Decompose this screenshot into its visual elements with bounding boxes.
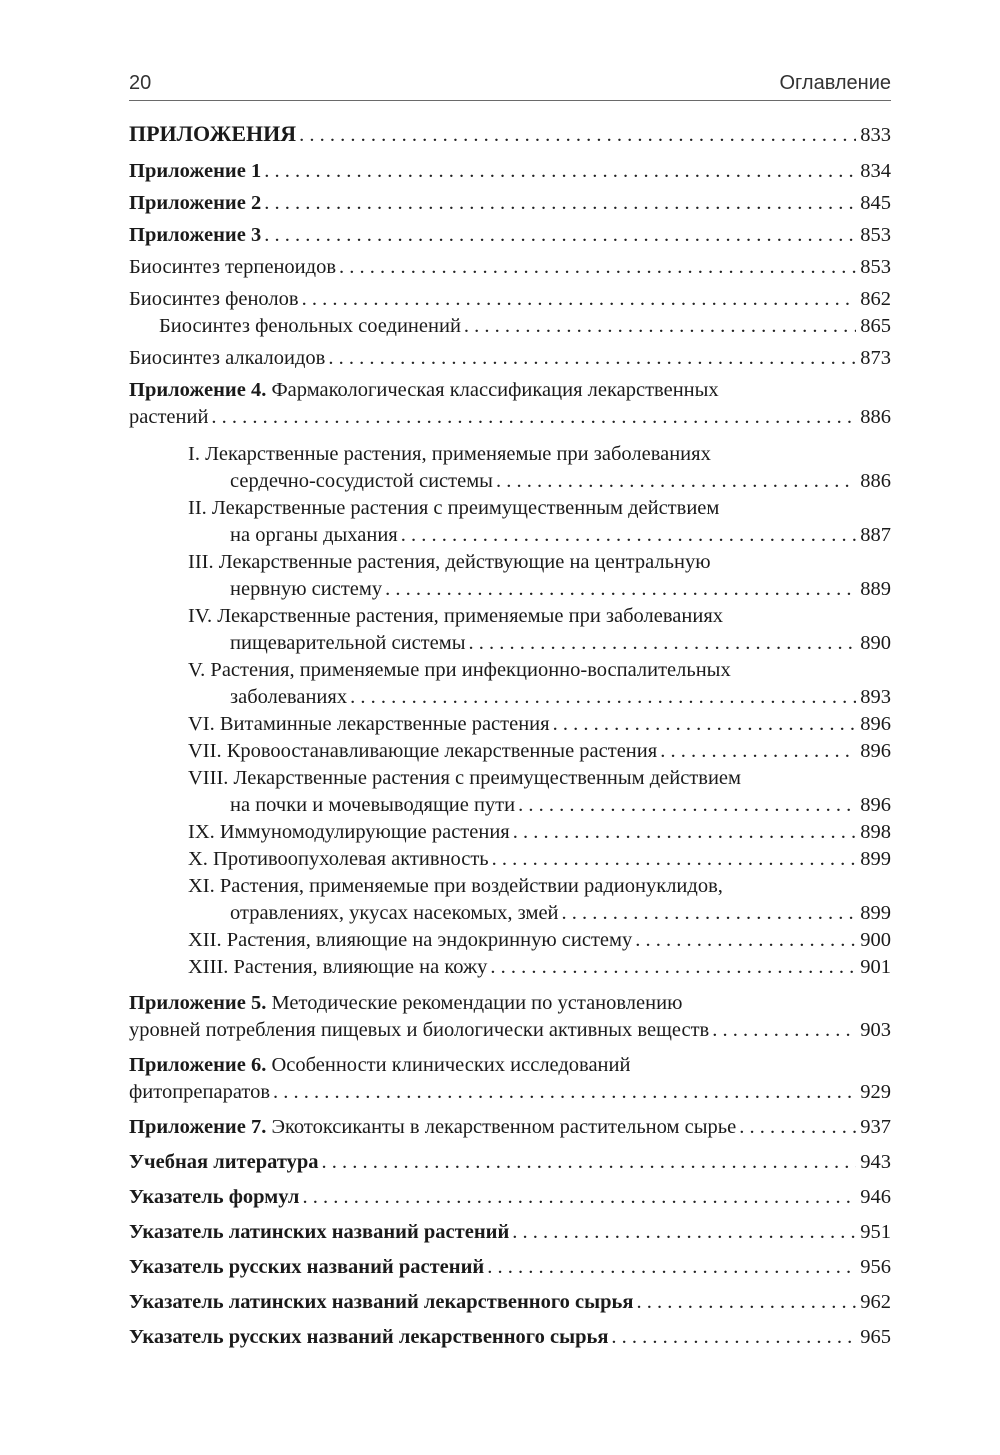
toc-subentry-first-line: VIII. Лекарственные растения с преимущественным действием [188,767,741,789]
toc-page-number: 903 [860,1019,891,1041]
toc-entry-label: ПРИЛОЖЕНИЯ [129,121,297,146]
toc-entry-app7[interactable] [129,1114,891,1141]
toc-entry-label: фитопрепаратов [129,1081,271,1103]
leader-dots [464,313,856,340]
leader-dots [328,345,856,372]
toc-entry-title: Фармакологическая классификация лекарственных [271,379,719,401]
toc-page-number: 886 [860,470,891,492]
toc-entry-latin-plants[interactable] [129,1219,891,1246]
leader-dots [635,927,856,954]
toc-entry-label: Биосинтез фенолов [129,288,299,310]
toc-entry-label: нервную систему [230,578,383,600]
toc-subentry[interactable] [129,711,891,738]
leader-dots [712,1017,856,1044]
toc-subentry-first-line: II. Лекарственные растения с преимущественным действием [188,497,720,519]
toc-page-number: 893 [860,686,891,708]
toc-page-number: 833 [860,124,891,146]
toc-entry-phenolic-compounds[interactable] [129,313,891,340]
leader-dots [385,576,856,603]
toc-entry-label: Указатель латинских названий лекарственного сырья [129,1291,634,1313]
toc-subentry-last-line [129,900,891,927]
leader-dots [322,1149,857,1176]
toc-entry-app3[interactable] [129,222,891,249]
leader-dots [518,792,856,819]
toc-entry-last-line [129,404,891,431]
toc-entry-app2[interactable] [129,190,891,217]
toc-entry-bold-prefix: Приложение 5. [129,992,267,1014]
toc-subentry[interactable] [129,441,891,495]
toc-entry-label: Указатель латинских названий растений [129,1221,510,1243]
toc-entry-label: уровней потребления пищевых и биологически активных веществ [129,1019,710,1041]
toc-page-number: 890 [860,632,891,654]
leader-dots [401,522,857,549]
toc-entry-latin-raw[interactable] [129,1289,891,1316]
toc-page-number: 937 [860,1116,891,1138]
leader-dots [492,846,857,873]
toc-page-number: 834 [860,160,891,182]
toc-subentry-last-line [129,522,891,549]
toc-page-number: 946 [860,1186,891,1208]
toc-entry-title: Особенности клинических исследований [271,1054,631,1076]
toc-subentry[interactable] [129,738,891,765]
toc-entry-alkaloids[interactable] [129,345,891,372]
toc-subentry[interactable] [129,549,891,603]
leader-dots [660,738,856,765]
toc-subentry-first-line: V. Растения, применяемые при инфекционно-воспалительных [188,659,731,681]
toc-subentry-last-line [129,684,891,711]
toc-entry-label: пищеварительной системы [230,632,466,654]
table-of-contents [129,120,891,1351]
toc-entry-last-line [129,1079,891,1106]
toc-page-number: 943 [860,1151,891,1173]
toc-entry-label: VII. Кровоостанавливающие лекарственные растения [188,740,658,762]
page-number: 20 [129,72,152,94]
toc-entry-app6[interactable] [129,1052,891,1106]
toc-entry-label: Указатель формул [129,1186,300,1208]
leader-dots [302,286,857,313]
toc-page-number: 865 [860,315,891,337]
toc-page-number: 886 [860,406,891,428]
toc-entry-label: Приложение 3 [129,224,262,246]
leader-dots [512,1219,856,1246]
toc-page-number: 899 [860,902,891,924]
toc-subentry[interactable] [129,927,891,954]
toc-entry-title: Методические рекомендации по установлению [271,992,683,1014]
toc-page-number: 965 [860,1326,891,1348]
toc-entry-label: Биосинтез алкалоидов [129,347,326,369]
leader-dots [264,222,856,249]
toc-entry-label: Указатель русских названий лекарственного сырья [129,1326,609,1348]
toc-entry-first-line [129,377,891,404]
leader-dots [611,1324,856,1351]
pharmacological-classification-list [129,441,891,981]
leader-dots [350,684,856,711]
leader-dots [496,468,856,495]
toc-subentry[interactable] [129,765,891,819]
toc-entry-app1[interactable] [129,158,891,185]
toc-page-number: 896 [860,794,891,816]
leader-dots [487,1254,856,1281]
toc-entry-label [129,1114,736,1141]
running-header [129,72,891,101]
toc-page-number: 896 [860,713,891,735]
toc-subentry[interactable] [129,657,891,711]
toc-entry-label: заболеваниях [230,686,348,708]
leader-dots [562,900,857,927]
toc-subentry-first-line: I. Лекарственные растения, применяемые при заболеваниях [188,443,711,465]
toc-entry-first-line [129,990,891,1017]
toc-page-number: 896 [860,740,891,762]
toc-page-number: 956 [860,1256,891,1278]
toc-entry-label: Биосинтез терпеноидов [129,256,337,278]
leader-dots [302,1184,856,1211]
toc-entry-label: Приложение 2 [129,192,262,214]
toc-page-number: 901 [860,956,891,978]
toc-page-number: 929 [860,1081,891,1103]
toc-page-number: 853 [860,224,891,246]
toc-entry-title: Экотоксиканты в лекарственном растительном сырье [271,1116,737,1138]
toc-entry-label: растений [129,406,209,428]
toc-subentry-first-line: IV. Лекарственные растения, применяемые при заболеваниях [188,605,723,627]
toc-entry-label: XIII. Растения, влияющие на кожу [188,956,488,978]
leader-dots [490,954,856,981]
toc-entry-appendices[interactable] [129,120,891,149]
toc-entry-bold-prefix: Приложение 7. [129,1116,267,1138]
toc-entry-label: Указатель русских названий растений [129,1256,485,1278]
toc-subentry[interactable] [129,846,891,873]
toc-entry-literature[interactable] [129,1149,891,1176]
toc-entry-label: XII. Растения, влияющие на эндокринную систему [188,929,633,951]
toc-page-number: 899 [860,848,891,870]
toc-subentry-last-line [129,576,891,603]
toc-entry-bold-prefix: Приложение 6. [129,1054,267,1076]
toc-entry-label: X. Противоопухолевая активность [188,848,489,870]
toc-entry-label: VI. Витаминные лекарственные растения [188,713,550,735]
toc-entry-label: сердечно-сосудистой системы [230,470,493,492]
leader-dots [468,630,856,657]
toc-entry-label: Приложение 1 [129,160,262,182]
toc-subentry[interactable] [129,819,891,846]
toc-subentry[interactable] [129,495,891,549]
toc-subentry[interactable] [129,954,891,981]
toc-subentry[interactable] [129,603,891,657]
toc-entry-last-line [129,1017,891,1044]
toc-subentry-last-line [129,792,891,819]
leader-dots [636,1289,856,1316]
toc-entry-label: отравлениях, укусах насекомых, змей [230,902,559,924]
toc-entry-label: Биосинтез фенольных соединений [159,315,461,337]
toc-entry-label: на органы дыхания [230,524,398,546]
leader-dots [299,122,856,149]
toc-subentry-first-line: XI. Растения, применяемые при воздействии радионуклидов, [188,875,723,897]
toc-entry-app5[interactable] [129,990,891,1044]
leader-dots [339,254,856,281]
toc-entry-formulas[interactable] [129,1184,891,1211]
toc-entry-phenols[interactable] [129,286,891,313]
toc-subentry-last-line [129,630,891,657]
toc-entry-app4[interactable] [129,377,891,431]
toc-page-number: 900 [860,929,891,951]
toc-page-number: 951 [860,1221,891,1243]
toc-subentry-first-line: III. Лекарственные растения, действующие на центральную [188,551,711,573]
toc-subentry[interactable] [129,873,891,927]
toc-page-number: 845 [860,192,891,214]
toc-page-number: 887 [860,524,891,546]
section-title: Оглавление [779,72,891,94]
toc-entry-russian-plants[interactable] [129,1254,891,1281]
toc-page-number: 853 [860,256,891,278]
toc-entry-russian-raw[interactable] [129,1324,891,1351]
toc-entry-label: на почки и мочевыводящие пути [230,794,516,816]
toc-page-number: 962 [860,1291,891,1313]
toc-entry-bold-prefix: Приложение 4. [129,379,267,401]
toc-page-number: 862 [860,288,891,310]
toc-subentry-last-line [129,468,891,495]
toc-entry-first-line [129,1052,891,1079]
toc-page-number: 873 [860,347,891,369]
toc-page-number: 898 [860,821,891,843]
leader-dots [264,158,856,185]
toc-entry-terpenoids[interactable] [129,254,891,281]
leader-dots [513,819,857,846]
leader-dots [264,190,856,217]
leader-dots [211,404,856,431]
toc-entry-label: Учебная литература [129,1151,319,1173]
leader-dots [739,1114,856,1141]
toc-entry-label: IX. Иммуномодулирующие растения [188,821,510,843]
leader-dots [273,1079,856,1106]
leader-dots [553,711,857,738]
toc-page-number: 889 [860,578,891,600]
